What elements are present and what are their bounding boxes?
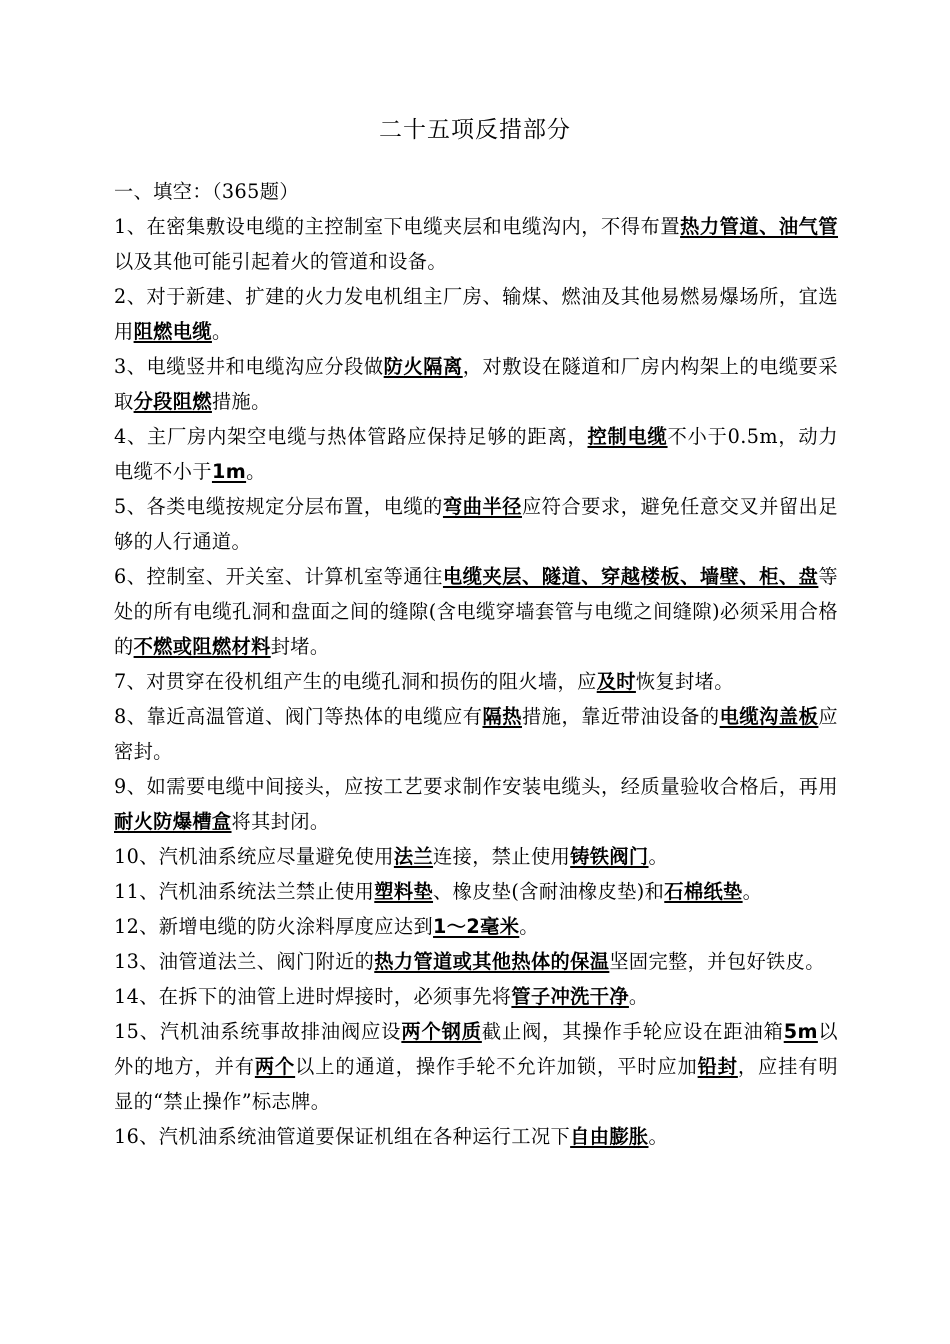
question-text: 3、电缆竖井和电缆沟应分段做: [114, 355, 384, 378]
question-text: 截止阀，其操作手轮应设在距油箱: [481, 1020, 784, 1043]
answer-text: 石棉纸垫: [664, 880, 743, 903]
answer-text: 热力管道或其他热体的保温: [374, 950, 610, 973]
answer-text: 弯曲半径: [442, 495, 522, 518]
answer-text: 电缆沟盖板: [719, 705, 819, 728]
answer-text: 分段阻燃: [133, 390, 212, 413]
question-text: 6、控制室、开关室、计算机室等通往: [114, 565, 443, 588]
question-text: 1、在密集敷设电缆的主控制室下电缆夹层和电缆沟内，不得布置: [114, 215, 681, 238]
answer-text: 5m: [783, 1020, 818, 1043]
question-item: [114, 279, 838, 349]
answer-text: 两个: [254, 1055, 296, 1078]
question-text: 不小于0.5m，动力电缆不小于: [114, 425, 838, 483]
question-text: 。: [211, 320, 232, 343]
question-text: ，应挂有明显的“禁止操作”标志牌。: [114, 1055, 838, 1113]
question-text: 15、汽机油系统事故排油阀应设: [114, 1020, 402, 1043]
question-item: [114, 209, 838, 279]
question-text: 。: [742, 880, 763, 903]
answer-text: 塑料垫: [374, 880, 434, 903]
document-title: 二十五项反措部分: [379, 117, 571, 143]
answer-text: 1m: [211, 460, 247, 483]
question-text: 10、汽机油系统应尽量避免使用: [114, 845, 394, 868]
question-text: 将其封闭。: [231, 810, 330, 833]
question-text: 8、靠近高温管道、阀门等热体的电缆应有: [114, 705, 483, 728]
question-item: [114, 1119, 838, 1154]
question-text: 5、各类电缆按规定分层布置，电缆的: [114, 495, 443, 518]
question-item: [114, 489, 838, 559]
question-text: 2、对于新建、扩建的火力发电机组主厂房、输煤、燃油及其他易燃易爆场所，宜选用: [114, 285, 838, 343]
question-text: 。: [519, 915, 539, 938]
question-text: 以上的通道，操作手轮不允许加锁，平时应加: [295, 1055, 698, 1078]
question-text: 、橡皮垫(含耐油橡皮垫)和: [433, 880, 665, 903]
question-text: 16、汽机油系统油管道要保证机组在各种运行工况下: [114, 1125, 571, 1148]
answer-text: 电缆夹层、隧道、穿越楼板、墙壁、柜、盘: [442, 565, 819, 588]
answer-text: 隔热: [482, 705, 522, 728]
question-text: 以外的地方，并有: [114, 1020, 838, 1078]
answer-text: 耐火防爆槽盒: [114, 810, 232, 833]
question-text: 措施。: [211, 390, 271, 413]
question-text: 11、汽机油系统法兰禁止使用: [114, 880, 375, 903]
document-body: [114, 174, 838, 1154]
answer-text: 两个钢质: [401, 1020, 482, 1043]
answer-text: 自由膨胀: [570, 1125, 649, 1148]
question-item: [114, 944, 838, 979]
question-item: [114, 559, 838, 664]
question-text: 封堵。: [270, 635, 330, 658]
answer-text: 及时: [596, 670, 636, 693]
question-item: [114, 699, 838, 769]
question-text: 恢复封堵。: [635, 670, 734, 693]
answer-text: 控制电缆: [587, 425, 668, 448]
question-item: [114, 1014, 838, 1119]
question-item: [114, 874, 838, 909]
question-text: 应密封。: [114, 705, 839, 763]
question-text: 12、新增电缆的防火涂料厚度应达到: [114, 915, 434, 938]
question-text: 。: [648, 845, 669, 868]
question-item: [114, 979, 838, 1014]
answer-text: 防火隔离: [383, 355, 463, 378]
answer-text: 阻燃电缆: [133, 320, 212, 343]
question-text: 坚固完整，并包好铁皮。: [609, 950, 825, 973]
question-text: 应符合要求，避免任意交叉并留出足够的人行通道。: [114, 495, 838, 553]
answer-text: 管子冲洗干净: [511, 985, 629, 1008]
question-item: [114, 664, 838, 699]
question-text: 13、油管道法兰、阀门附近的: [114, 950, 375, 973]
answer-text: 1～2毫米: [433, 915, 520, 938]
question-item: [114, 349, 838, 419]
answer-text: 不燃或阻燃材料: [133, 635, 271, 658]
answer-text: 铅封: [697, 1055, 738, 1078]
question-text: 等处的所有电缆孔洞和盘面之间的缝隙(含电缆穿墙套管与电缆之间缝隙)必须采用合格的: [114, 565, 838, 658]
question-text: ，对敷设在隧道和厂房内构架上的电缆要采取: [114, 355, 838, 413]
question-item: [114, 839, 838, 874]
section-heading: 一、填空：（365题）: [114, 180, 299, 203]
question-text: 。: [246, 460, 266, 483]
question-text: 7、对贯穿在役机组产生的电缆孔洞和损伤的阻火墙，应: [114, 670, 597, 693]
question-text: 14、在拆下的油管上进时焊接时，必须事先将: [114, 985, 512, 1008]
question-item: [114, 769, 838, 839]
question-text: 以及其他可能引起着火的管道和设备。: [114, 250, 447, 273]
question-text: 。: [648, 1125, 669, 1148]
question-item: [114, 419, 838, 489]
question-text: 连接，禁止使用: [433, 845, 571, 868]
answer-text: 铸铁阀门: [570, 845, 649, 868]
question-text: 9、如需要电缆中间接头，应按工艺要求制作安装电缆头，经质量验收合格后，再用: [114, 775, 838, 798]
answer-text: 热力管道、油气管: [680, 215, 839, 238]
question-text: 4、主厂房内架空电缆与热体管路应保持足够的距离，: [114, 425, 588, 448]
question-text: 措施，靠近带油设备的: [522, 705, 720, 728]
question-text: 。: [628, 985, 649, 1008]
question-item: [114, 909, 838, 944]
answer-text: 法兰: [393, 845, 434, 868]
